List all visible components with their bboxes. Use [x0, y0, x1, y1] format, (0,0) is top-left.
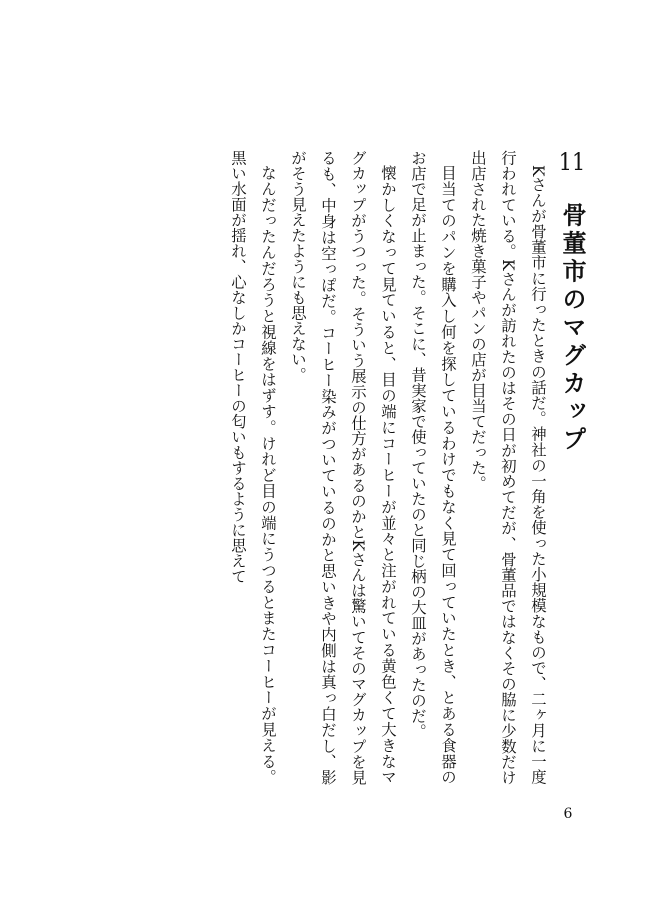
chapter-heading [557, 150, 587, 470]
page-number: 6 [563, 806, 573, 822]
paragraph: 懐かしくなって見ていると、目の端にコーヒーが並々と注がれている黄色くて大きなマグカップがうつった。そういう展示の仕方があるのかとKさんは驚いてそのマグカップを見るも、中身は空っぽだ。コーヒー染みがついているのかと思いきや内側は真っ白だし、影がそう見えたようにも思えない。 [289, 150, 397, 785]
paragraph: 目当てのパンを購入し何を探しているわけでもなく見て回っていたとき、とある食器のお店で足が止まった。そこに、昔実家で使っていたのと同じ柄の大皿があったのだ。 [409, 150, 457, 785]
vertical-body-text [223, 150, 553, 785]
chapter-title: 骨董市のマグカップ [558, 202, 587, 455]
paragraph: Kさんが骨董市に行ったときの話だ。神社の一角を使った小規模なもので、二ヶ月に一度行われている。Kさんが訪れたのはその日が初めてだが、骨董品ではなくその脇に少数だけ出店された焼き菓子やパンの店が目当てだった。 [469, 150, 547, 785]
paragraph: なんだったんだろうと視線をはずす。けれど目の端にうつるとまたコーヒーが見える。黒い水面が揺れ、心なしかコーヒーの匂いもするように思えて [229, 150, 277, 785]
chapter-number: 11 [558, 150, 586, 174]
